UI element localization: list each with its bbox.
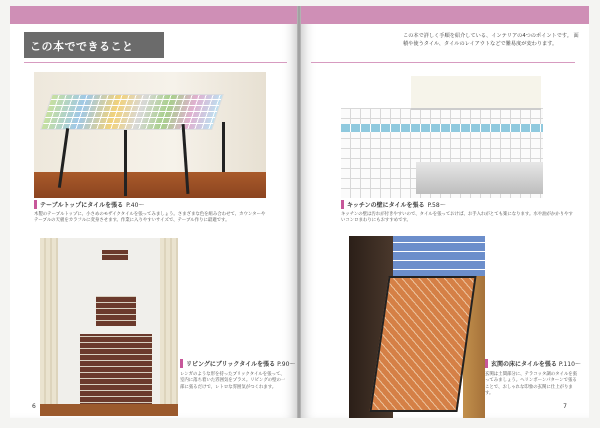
caption-entrance-label: 玄関の床にタイルを張る bbox=[491, 361, 557, 368]
top-band bbox=[301, 6, 589, 24]
left-page bbox=[10, 6, 297, 418]
caption-entrance bbox=[485, 358, 581, 369]
intro-text: この本で詳しく手順を紹介している、インテリアの4つのポイントです。 面積や使うタイル、タイルのレイアウトなどで難易度が変わります。 bbox=[403, 33, 579, 47]
photo-brick-wall bbox=[40, 238, 178, 416]
caption-kitchen-label: キッチンの壁にタイルを張る bbox=[347, 202, 425, 209]
right-page bbox=[301, 6, 589, 418]
page-title: この本でできること bbox=[30, 40, 134, 53]
title-rule bbox=[24, 62, 287, 63]
caption-kitchen-page: P.58〜 bbox=[427, 202, 446, 209]
caption-table-page: P.40〜 bbox=[126, 202, 145, 209]
body-brick: レンガのような形を持ったブリックタイルを張って、室内に落ち着いた雰囲気をプラス。リビングの壁の一部に張るだけで、レトロな雰囲気がつくれます。 bbox=[180, 372, 286, 390]
body-kitchen: キッチンの壁は汚れが付きやすいので、タイルを張っておけば、お手入れがとても楽になります。水や油がかかりやすいコンロまわりにもおすすめです。 bbox=[341, 212, 573, 224]
caption-brick-label: リビングにブリックタイルを張る bbox=[186, 361, 276, 368]
photo-entrance-floor bbox=[349, 236, 485, 418]
photo-tiled-table bbox=[34, 72, 266, 198]
title-rule bbox=[311, 62, 575, 63]
page-number-right: 7 bbox=[563, 403, 567, 410]
caption-brick bbox=[180, 358, 295, 369]
body-table: 木製のテーブルトップに、小さめのモザイクタイルを張ってみましょう。さまざまな色を組み合わせて、カウンターやテーブルの天板をカラフルに変身させます。作業に入りやすいサイズで、テーブル作りに最適です。 bbox=[34, 212, 266, 224]
caption-kitchen bbox=[341, 199, 446, 210]
photo-kitchen bbox=[341, 76, 543, 198]
caption-table-label: テーブルトップにタイルを張る bbox=[40, 202, 124, 209]
title-block bbox=[24, 32, 164, 58]
caption-table bbox=[34, 199, 144, 210]
top-band bbox=[10, 6, 297, 24]
caption-brick-page: P.90〜 bbox=[277, 361, 296, 368]
caption-entrance-page: P.110〜 bbox=[558, 361, 581, 368]
body-entrance: 玄関は土間部分に、テラコッタ調のタイルを張ってみましょう。ヘリンボーンパターンで張ることで、おしゃれな印象の玄関に仕上がります。 bbox=[485, 372, 578, 397]
page-number-left: 6 bbox=[32, 403, 36, 410]
